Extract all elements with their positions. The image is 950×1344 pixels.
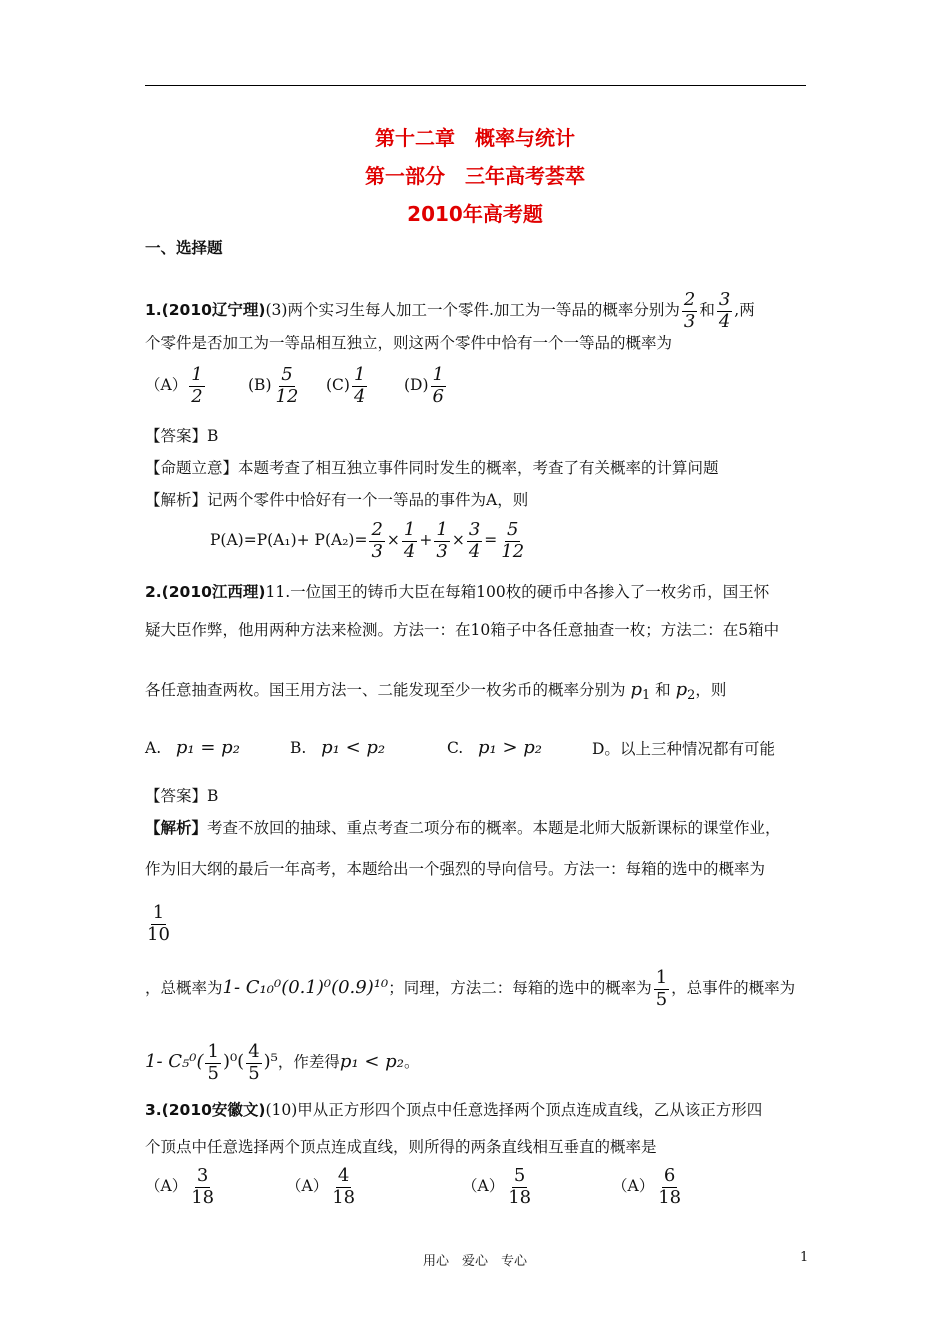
q3-option-3: （A） $\frac{5}{18}$ <box>462 1165 532 1208</box>
q2-option-c: C. p₁ > p₂ <box>447 737 543 758</box>
q1-line2: 个零件是否加工为一等品相互独立，则这两个零件中恰有一个一等品的概率为 <box>145 334 673 352</box>
q3-line1: 3.(2010安徽文)(10)甲从正方形四个顶点中任意选择两个顶点连成直线，乙从该正方形四 <box>145 1101 763 1119</box>
q1-answer: 【答案】B <box>145 427 219 445</box>
q2-line1: 2.(2010江西理)11.一位国王的铸币大臣在每箱100枚的硬币中各掺入了一枚劣币，国王怀 <box>145 583 770 601</box>
q1-option-d: (D) $\frac{1}{6}$ <box>404 364 444 407</box>
q3-option-1: （A） $\frac{3}{18}$ <box>145 1165 215 1208</box>
page-number: 1 <box>800 1250 809 1265</box>
q2-line2: 疑大臣作弊，他用两种方法来检测。方法一：在10箱子中各任意抽查一枚；方法二：在5箱中 <box>145 621 780 639</box>
footer-motto: 用心 爱心 专心 <box>422 1254 527 1269</box>
part-title: 第一部分 三年高考荟萃 <box>365 164 585 188</box>
q2-option-a: A. p₁ = p₂ <box>145 737 240 758</box>
q1-frac-2: $\frac{3}{4}$ <box>718 289 731 332</box>
q1-option-c: (C) $\frac{1}{4}$ <box>326 364 366 407</box>
q1-frac-1: $\frac{2}{3}$ <box>683 289 696 332</box>
q3-label: 3.(2010安徽文) <box>145 1101 266 1119</box>
q1-option-a: （A） $\frac{1}{2}$ <box>145 364 203 407</box>
q2-analysis-1: 【解析】考查不放回的抽球、重点考查二项分布的概率。本题是北师大版新课标的课堂作业， <box>145 818 781 837</box>
q1-line1: 1.(2010辽宁理)(3)两个实习生每人加工一个零件.加工为一等品的概率分别为 $\frac{2}{3}$ 和 $\frac{3}{4}$ ,两 <box>145 289 755 332</box>
section-heading: 一、选择题 <box>145 239 223 257</box>
q1-option-b: (B) $\frac{5}{12}$ <box>248 364 299 407</box>
q1-intent: 【命题立意】本题考查了相互独立事件同时发生的概率，考查了有关概率的计算问题 <box>145 459 719 477</box>
q3-line2: 个顶点中任意选择两个顶点连成直线，则所得的两条直线相互垂直的概率是 <box>145 1138 657 1156</box>
header-rule <box>145 85 806 86</box>
q2-option-d: D。以上三种情况都有可能 <box>592 740 775 758</box>
q2-line-total: ，总概率为1- C₁₀⁰(0.1)⁰(0.9)¹⁰；同理，方法二：每箱的选中的概率为 $\frac{1}{5}$ ，总事件的概率为 <box>145 967 796 1010</box>
q2-frac-1-10: $\frac{1}{10}$ <box>147 902 170 945</box>
q2-line-method2: 1- C₅⁰( $\frac{1}{5}$ )⁰( $\frac{4}{5}$ )⁵，作差得p₁ < p₂。 <box>145 1041 420 1084</box>
q3-option-4: （A） $\frac{6}{18}$ <box>612 1165 682 1208</box>
q3-option-2: （A） $\frac{4}{18}$ <box>286 1165 356 1208</box>
q2-option-b: B. p₁ < p₂ <box>290 737 386 758</box>
q2-label: 2.(2010江西理) <box>145 583 266 601</box>
chapter-title: 第十二章 概率与统计 <box>375 126 575 150</box>
q1-analysis: 【解析】记两个零件中恰好有一个一等品的事件为A，则 <box>145 491 529 509</box>
q1-formula: P(A)=P(A₁)+ P(A₂)= $\frac{2}{3}$ × $\frac{1}{4}$ + $\frac{1}{3}$ × $\frac{3}{4}$ = $\frac{5}{12}$ <box>210 519 525 562</box>
q2-line3: 各任意抽查两枚。国王用方法一、二能发现至少一枚劣币的概率分别为 $p_1$ 和 $p_2$，则 <box>145 679 727 704</box>
q1-label: 1.(2010辽宁理) <box>145 301 266 320</box>
q2-answer: 【答案】B <box>145 787 219 805</box>
year-title: 2010年高考题 <box>407 202 543 226</box>
q2-analysis-2: 作为旧大纲的最后一年高考，本题给出一个强烈的导向信号。方法一：每箱的选中的概率为 <box>145 860 766 878</box>
